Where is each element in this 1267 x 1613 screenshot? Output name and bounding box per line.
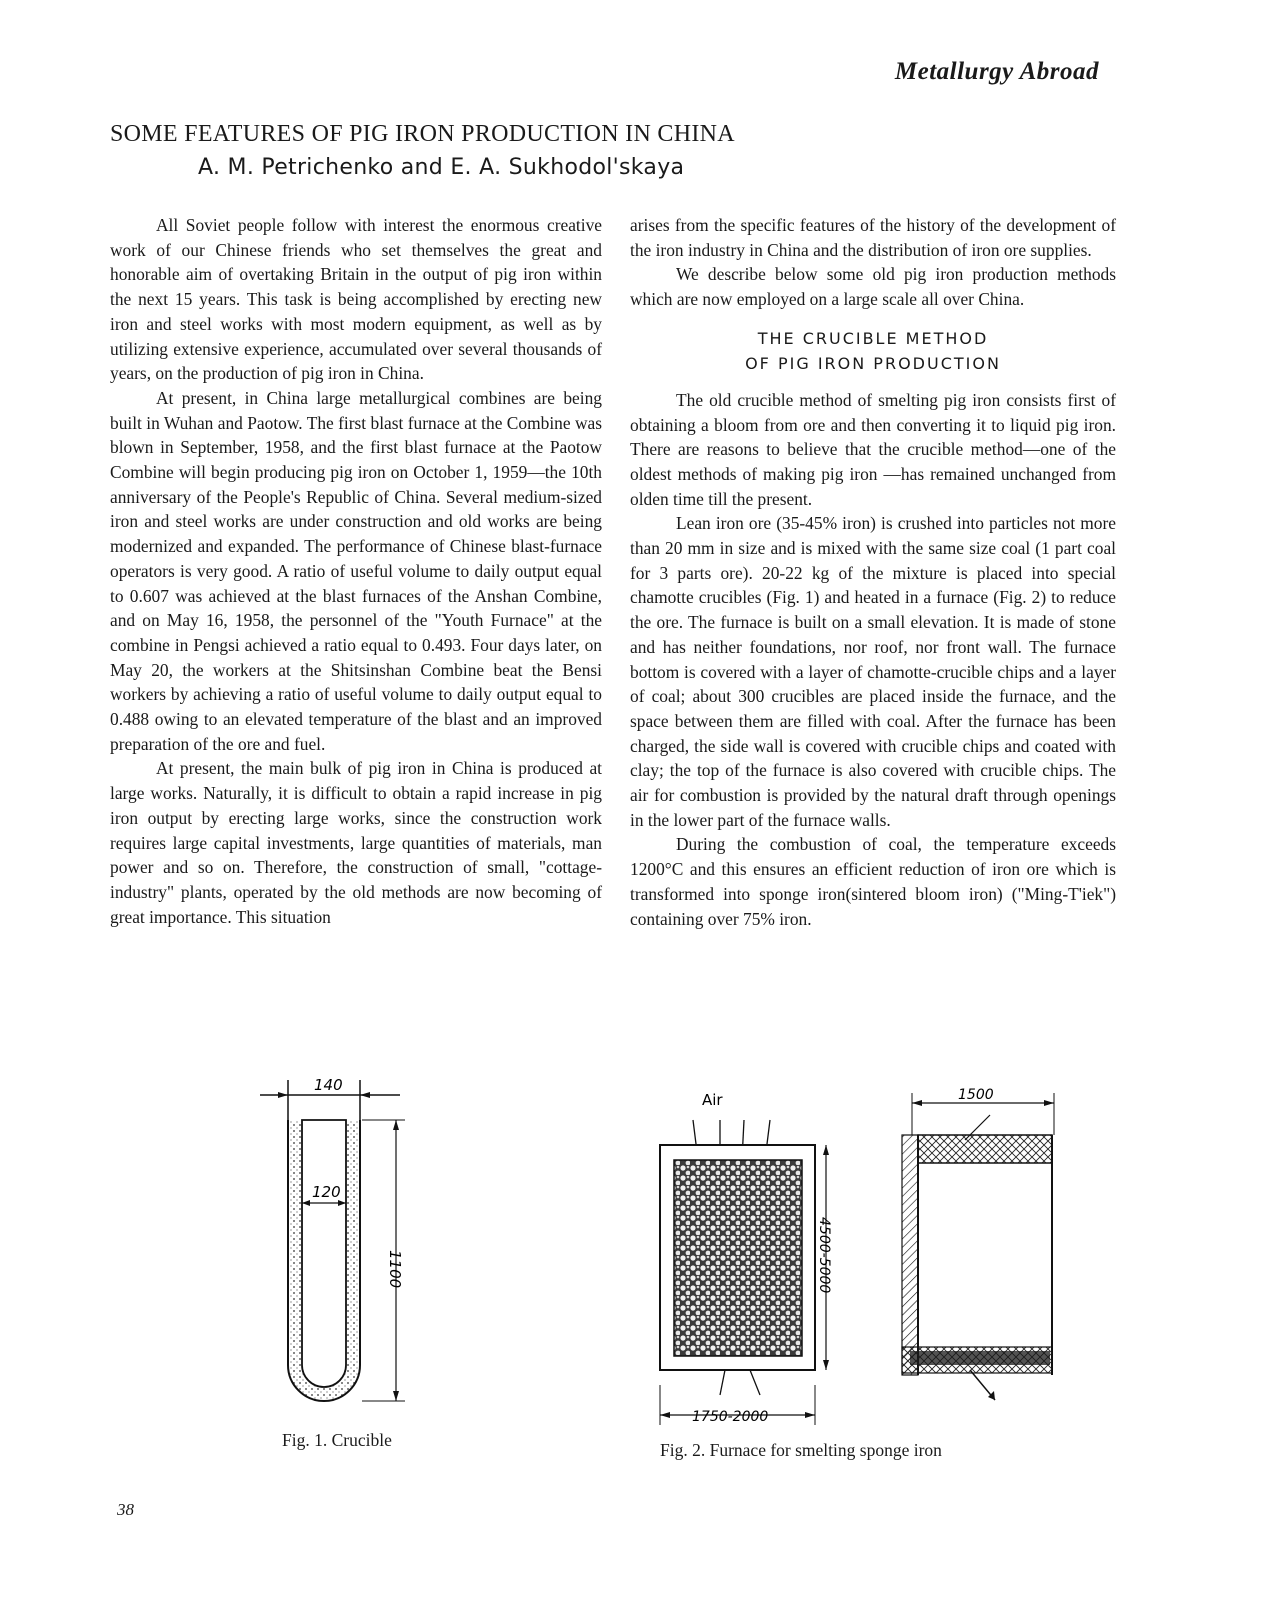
left-column — [110, 213, 602, 929]
figure-crucible-drawing — [250, 1075, 410, 1425]
paragraph: We describe below some old pig iron production methods which are now employed on a large scale all over China. — [630, 264, 1116, 310]
article-authors: A. M. Petrichenko and E. A. Sukhodol'skaya — [198, 155, 685, 180]
dimension-label-120: 120 — [312, 1183, 341, 1201]
dimension-label-140: 140 — [314, 1076, 343, 1094]
journal-section-title: Metallurgy Abroad — [894, 58, 1099, 85]
figure2-caption: Fig. 2. Furnace for smelting sponge iron — [660, 1440, 942, 1460]
paragraph: During the combustion of coal, the temperature exceeds 1200°C and this ensures an efficient reduction of iron ore which is transformed into sponge iron(sintered bloom iron) ("Ming-T'iek") containing over 75% iron. — [630, 834, 1116, 929]
paragraph: The old crucible method of smelting pig iron consists first of obtaining a bloom from ore and then converting it to liquid pig iron. There are reasons to believe that the crucible method—one of the oldest methods of making pig iron —has remained unchanged from olden time till the present. — [630, 389, 1116, 509]
section-heading-line: THE CRUCIBLE METHOD — [757, 328, 989, 348]
paragraph: All Soviet people follow with interest the enormous creative work of our Chinese friends who set themselves the great and honorable aim of overtaking Britain in the output of pig iron within the next 15 years. This task is being accomplished by erecting new iron and steel works with most modern equipment, as well as by utilizing extensive experience, accumulated over several thousands of years, on the production of pig iron in China. — [110, 215, 602, 384]
section-heading — [630, 326, 1116, 376]
paragraph: arises from the specific features of the history of the development of the iron industry in China and the distribution of iron ore supplies. — [630, 215, 1116, 260]
dimension-label-4500-5000: 4500-5000 — [816, 1217, 832, 1294]
figure-furnace-drawing — [640, 1085, 1070, 1435]
air-label: Air — [702, 1091, 723, 1109]
paragraph: At present, in China large metallurgical combines are being built in Wuhan and Paotow. The first blast furnace at the Combine was blown in September, 1958, and the first blast furnace at the Paotow Combine will begin producing pig iron on October 1, 1959—the 10th anniversary of the People's Republic of China. Several medium-sized iron and steel works are under construction and old works are being modernized and expanded. The performance of Chinese blast-furnace operators is very good. A ratio of useful volume to daily output equal to 0.607 was achieved at the blast furnaces of the Anshan Combine, and on May 16, 1958, the personnel of the "Youth Furnace" at the combine in Pengsi achieved a ratio equal to 0.493. Four days later, on May 20, the workers at the Shitsinshan Combine beat the Bensi workers by achieving a ratio of useful volume to daily output equal to 0.488 owing to an elevated temperature of the blast and an improved preparation of the ore and fuel. — [110, 387, 602, 754]
figure1-caption: Fig. 1. Crucible — [282, 1430, 392, 1450]
paragraph: At present, the main bulk of pig iron in China is produced at large works. Naturally, it is difficult to obtain a rapid increase in pig iron output by erecting large works, since the construction work requires large capital investments, large quantities of materials, man power and so on. Therefore, the construction of small, "cottage-industry" plants, operated by the old methods are now becoming of great importance. This situation — [110, 758, 602, 927]
dimension-label-1500: 1500 — [958, 1087, 994, 1103]
dimension-label-1750-2000: 1750-2000 — [692, 1409, 769, 1425]
right-column — [630, 213, 1116, 931]
article-title: SOME FEATURES OF PIG IRON PRODUCTION IN CHINA — [110, 121, 735, 147]
section-heading-line: OF PIG IRON PRODUCTION — [745, 353, 1001, 373]
paragraph: Lean iron ore (35-45% iron) is crushed into particles not more than 20 mm in size and is mixed with the same size coal (1 part coal for 3 parts ore). 20-22 kg of the mixture is placed into special chamotte crucibles (Fig. 1) and heated in a furnace (Fig. 2) to reduce the ore. The furnace is built on a small elevation. It is made of stone and has neither foundations, nor roof, nor front wall. The furnace bottom is covered with a layer of chamotte-crucible chips and a layer of coal; about 300 crucibles are placed inside the furnace, and the space between them are filled with coal. After the furnace has been charged, the side wall is covered with crucible chips and coated with clay; the top of the furnace is also covered with crucible chips. The air for combustion is provided by the natural draft through openings in the lower part of the furnace walls. — [630, 513, 1116, 830]
page-number: 38 — [117, 1500, 134, 1519]
dimension-label-1100: 1100 — [386, 1250, 404, 1289]
